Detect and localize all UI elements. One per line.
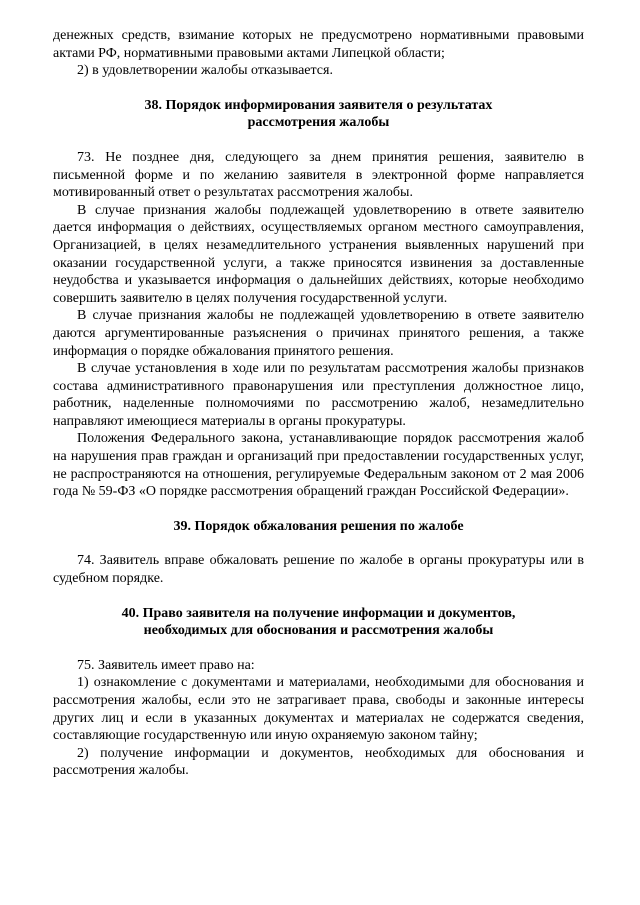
list-item-2: 2) получение информации и документов, необходимых для обоснования и рассмотрения жалобы. — [53, 745, 584, 779]
paragraph-75: 75. Заявитель имеет право на: — [77, 657, 255, 673]
paragraph-74: 74. Заявитель вправе обжаловать решение по жалобе в органы прокуратуры или в судебном порядке. — [53, 553, 584, 587]
section-38-title-line1: 38. Порядок информирования заявителя о результатах — [144, 97, 493, 113]
paragraph-73: 73. Не позднее дня, следующего за днем принятия решения, заявителю в письменной форме и по желанию заявителя в электронной форме направляется мотивированный ответ о результатах рассмотрения жалобы. — [53, 149, 584, 201]
section-39-title: 39. Порядок обжалования решения по жалобе — [173, 518, 464, 534]
section-40-title-line2: необходимых для обоснования и рассмотрения жалобы — [143, 623, 494, 639]
section-38-title — [53, 97, 584, 132]
section-38-title-line2: рассмотрения жалобы — [247, 115, 390, 131]
section-40-title-line1: 40. Право заявителя на получение информации и документов, — [121, 605, 516, 621]
list-item-1: 1) ознакомление с документами и материалами, необходимыми для обоснования и рассмотрения жалобы, если это не затрагивает права, свободы и законные интересы других лиц и если в указанных документах и материалах не содержатся сведения, составляющие государственную или иную охраняемую законом тайну; — [53, 675, 584, 744]
section-40-title — [53, 605, 584, 640]
list-item-refuse: 2) в удовлетворении жалобы отказывается. — [77, 63, 333, 79]
paragraph-satisfied: В случае признания жалобы подлежащей удовлетворению в ответе заявителю дается информация о действиях, осуществляемых органом местного самоуправления, Организацией, в целях незамедлительного устранения выявленных нарушений при оказании государственной услуги, а также приносятся извинения за доставленные неудобства и указывается информация о дальнейших действиях, которые необходимо совершить заявителю в целях получения государственной услуги. — [53, 202, 584, 306]
paragraph-violation: В случае установления в ходе или по результатам рассмотрения жалобы признаков состава административного правонарушения или преступления должностное лицо, работник, наделенные полномочиями по рассмотрению жалоб, незамедлительно направляют имеющиеся материалы в органы прокуратуры. — [53, 361, 584, 429]
paragraph-federal-law: Положения Федерального закона, устанавливающие порядок рассмотрения жалоб на нарушения прав граждан и организаций при предоставлении государственных услуг, не распространяются на отношения, регулируемые Федеральным законом от 2 мая 2006 года № 59-ФЗ «О порядке рассмотрения обращений граждан Российской Федерации». — [53, 431, 584, 500]
paragraph-continued: денежных средств, взимание которых не предусмотрено нормативными правовыми актами РФ, нормативными правовыми актами Липецкой области; — [53, 28, 584, 61]
paragraph-not-satisfied: В случае признания жалобы не подлежащей удовлетворению в ответе заявителю даются аргументированные разъяснения о причинах принятого решения, а также информация о порядке обжалования принятого решения. — [53, 308, 584, 359]
